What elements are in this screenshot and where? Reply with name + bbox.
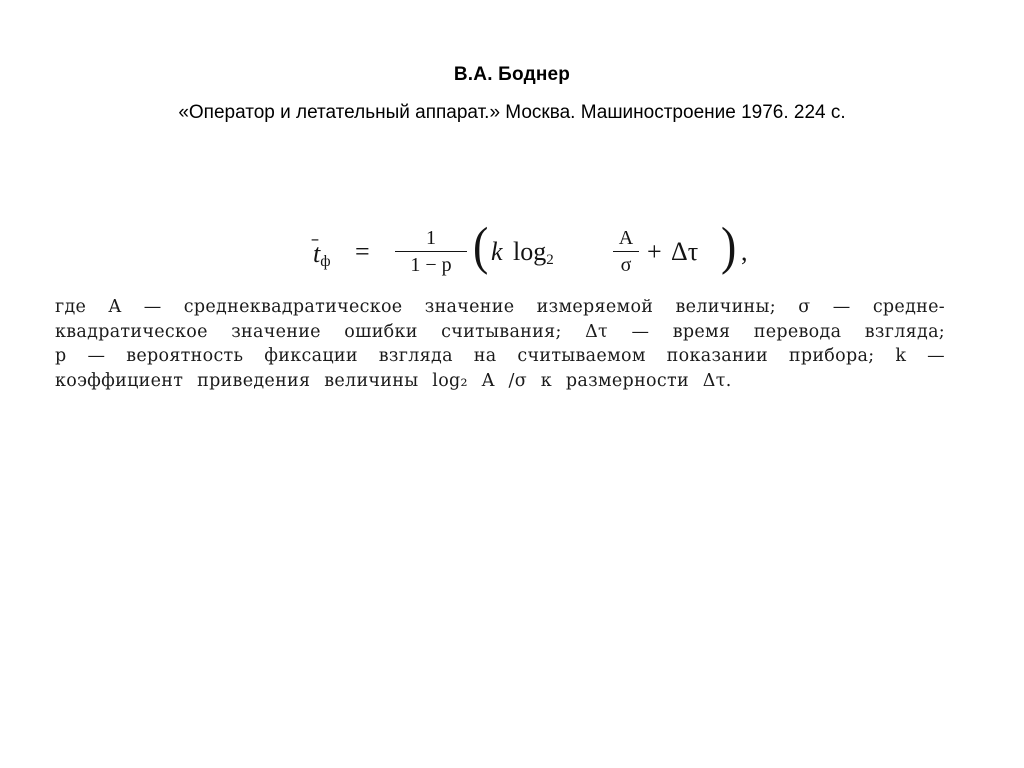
fraction-2-numerator: A xyxy=(618,227,634,249)
book-citation: «Оператор и летательный аппарат.» Москва. Машиностроение 1976. 224 с. xyxy=(178,102,846,123)
formula-log-text: log xyxy=(513,237,547,266)
formula xyxy=(313,215,748,285)
fraction-2-bar xyxy=(613,251,639,252)
formula-lhs xyxy=(313,239,331,271)
formula-lhs-subscript: ф xyxy=(320,253,331,270)
scanned-excerpt xyxy=(55,215,955,405)
formula-fraction-1 xyxy=(395,227,467,276)
formula-equals: = xyxy=(355,237,370,266)
fraction-1-denominator: 1 − p xyxy=(410,254,452,276)
formula-delta-tau: Δτ xyxy=(671,237,699,266)
formula-plus: + xyxy=(647,237,662,266)
formula-fraction-2 xyxy=(613,227,639,276)
formula-k: k xyxy=(491,237,503,266)
formula-log xyxy=(513,237,554,269)
author-heading: В.А. Боднер xyxy=(453,64,571,85)
fraction-1-numerator: 1 xyxy=(426,227,436,249)
formula-comma: , xyxy=(741,237,748,266)
formula-log-base: 2 xyxy=(546,252,554,268)
formula-explanation xyxy=(55,295,945,393)
explanation-line: где A — среднеквадратическое значение измеряемой величины; σ — средне- xyxy=(55,297,945,317)
formula-paren-close: ) xyxy=(721,216,737,275)
fraction-2-denominator: σ xyxy=(620,254,632,276)
explanation-line: коэффициент приведения величины log₂ A /σ к размерности Δτ. xyxy=(55,370,732,391)
formula-lhs-symbol: t xyxy=(313,239,321,268)
explanation-line: p — вероятность фиксации взгляда на считываемом показании прибора; k — xyxy=(55,346,945,366)
fraction-1-bar xyxy=(395,251,467,252)
formula-paren-open: ( xyxy=(473,216,489,275)
explanation-line: квадратическое значение ошибки считывания; Δτ — время перевода взгляда; xyxy=(55,321,945,342)
